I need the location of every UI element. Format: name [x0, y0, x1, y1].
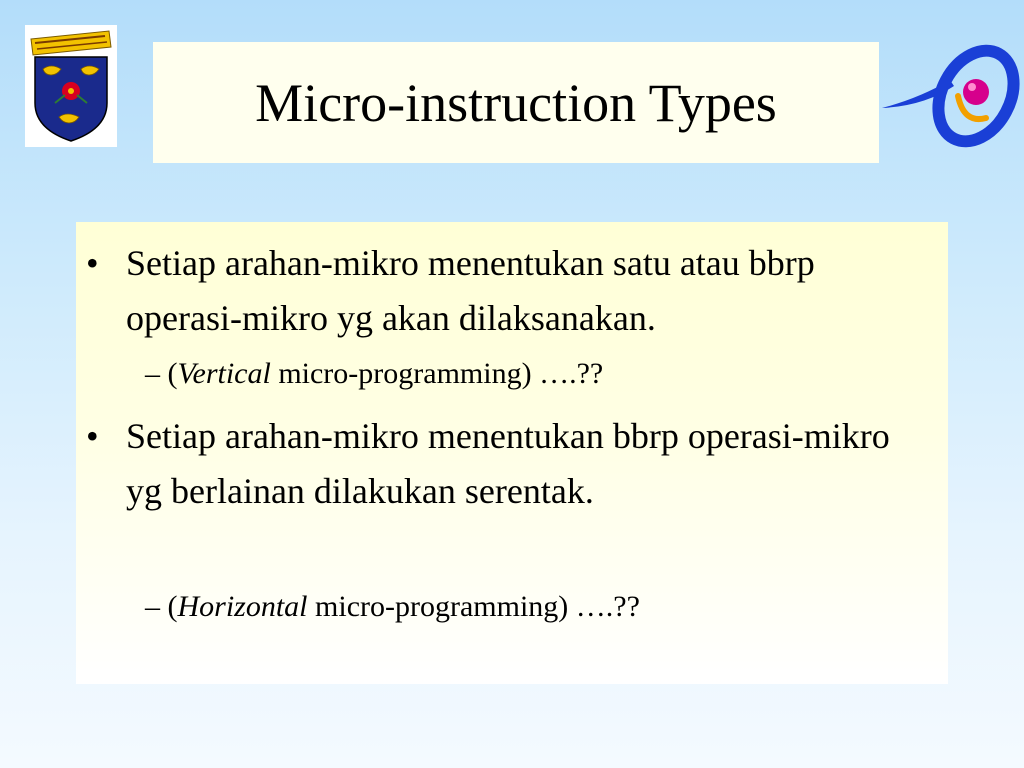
bullet-item [86, 409, 916, 519]
bullet-text: Setiap arahan-mikro menentukan bbrp operasi-mikro yg berlainan dilakukan serentak. [126, 416, 890, 511]
bullet-marker: • [86, 416, 99, 456]
sub-bullet-italic: Vertical [177, 357, 271, 390]
sub-bullet-rest: micro-programming) ….?? [270, 357, 604, 390]
bullet-item [86, 236, 916, 346]
sub-bullet-open: ( [160, 357, 178, 390]
sub-bullet-marker: – [145, 590, 160, 623]
sub-bullet-item [145, 587, 640, 627]
sub-bullet-marker: – [145, 357, 160, 390]
sub-bullet-open: ( [160, 590, 178, 623]
sub-bullet-item [145, 354, 603, 394]
university-crest-icon [25, 25, 117, 147]
orbit-logo-icon [880, 28, 1020, 158]
sub-bullet-italic: Horizontal [177, 590, 308, 623]
sub-bullet-rest: micro-programming) ….?? [307, 590, 640, 623]
bullet-marker: • [86, 243, 99, 283]
title-box [153, 42, 879, 163]
slide-title: Micro-instruction Types [255, 72, 777, 133]
bullet-text: Setiap arahan-mikro menentukan satu atau bbrp operasi-mikro yg akan dilaksanakan. [126, 243, 815, 338]
